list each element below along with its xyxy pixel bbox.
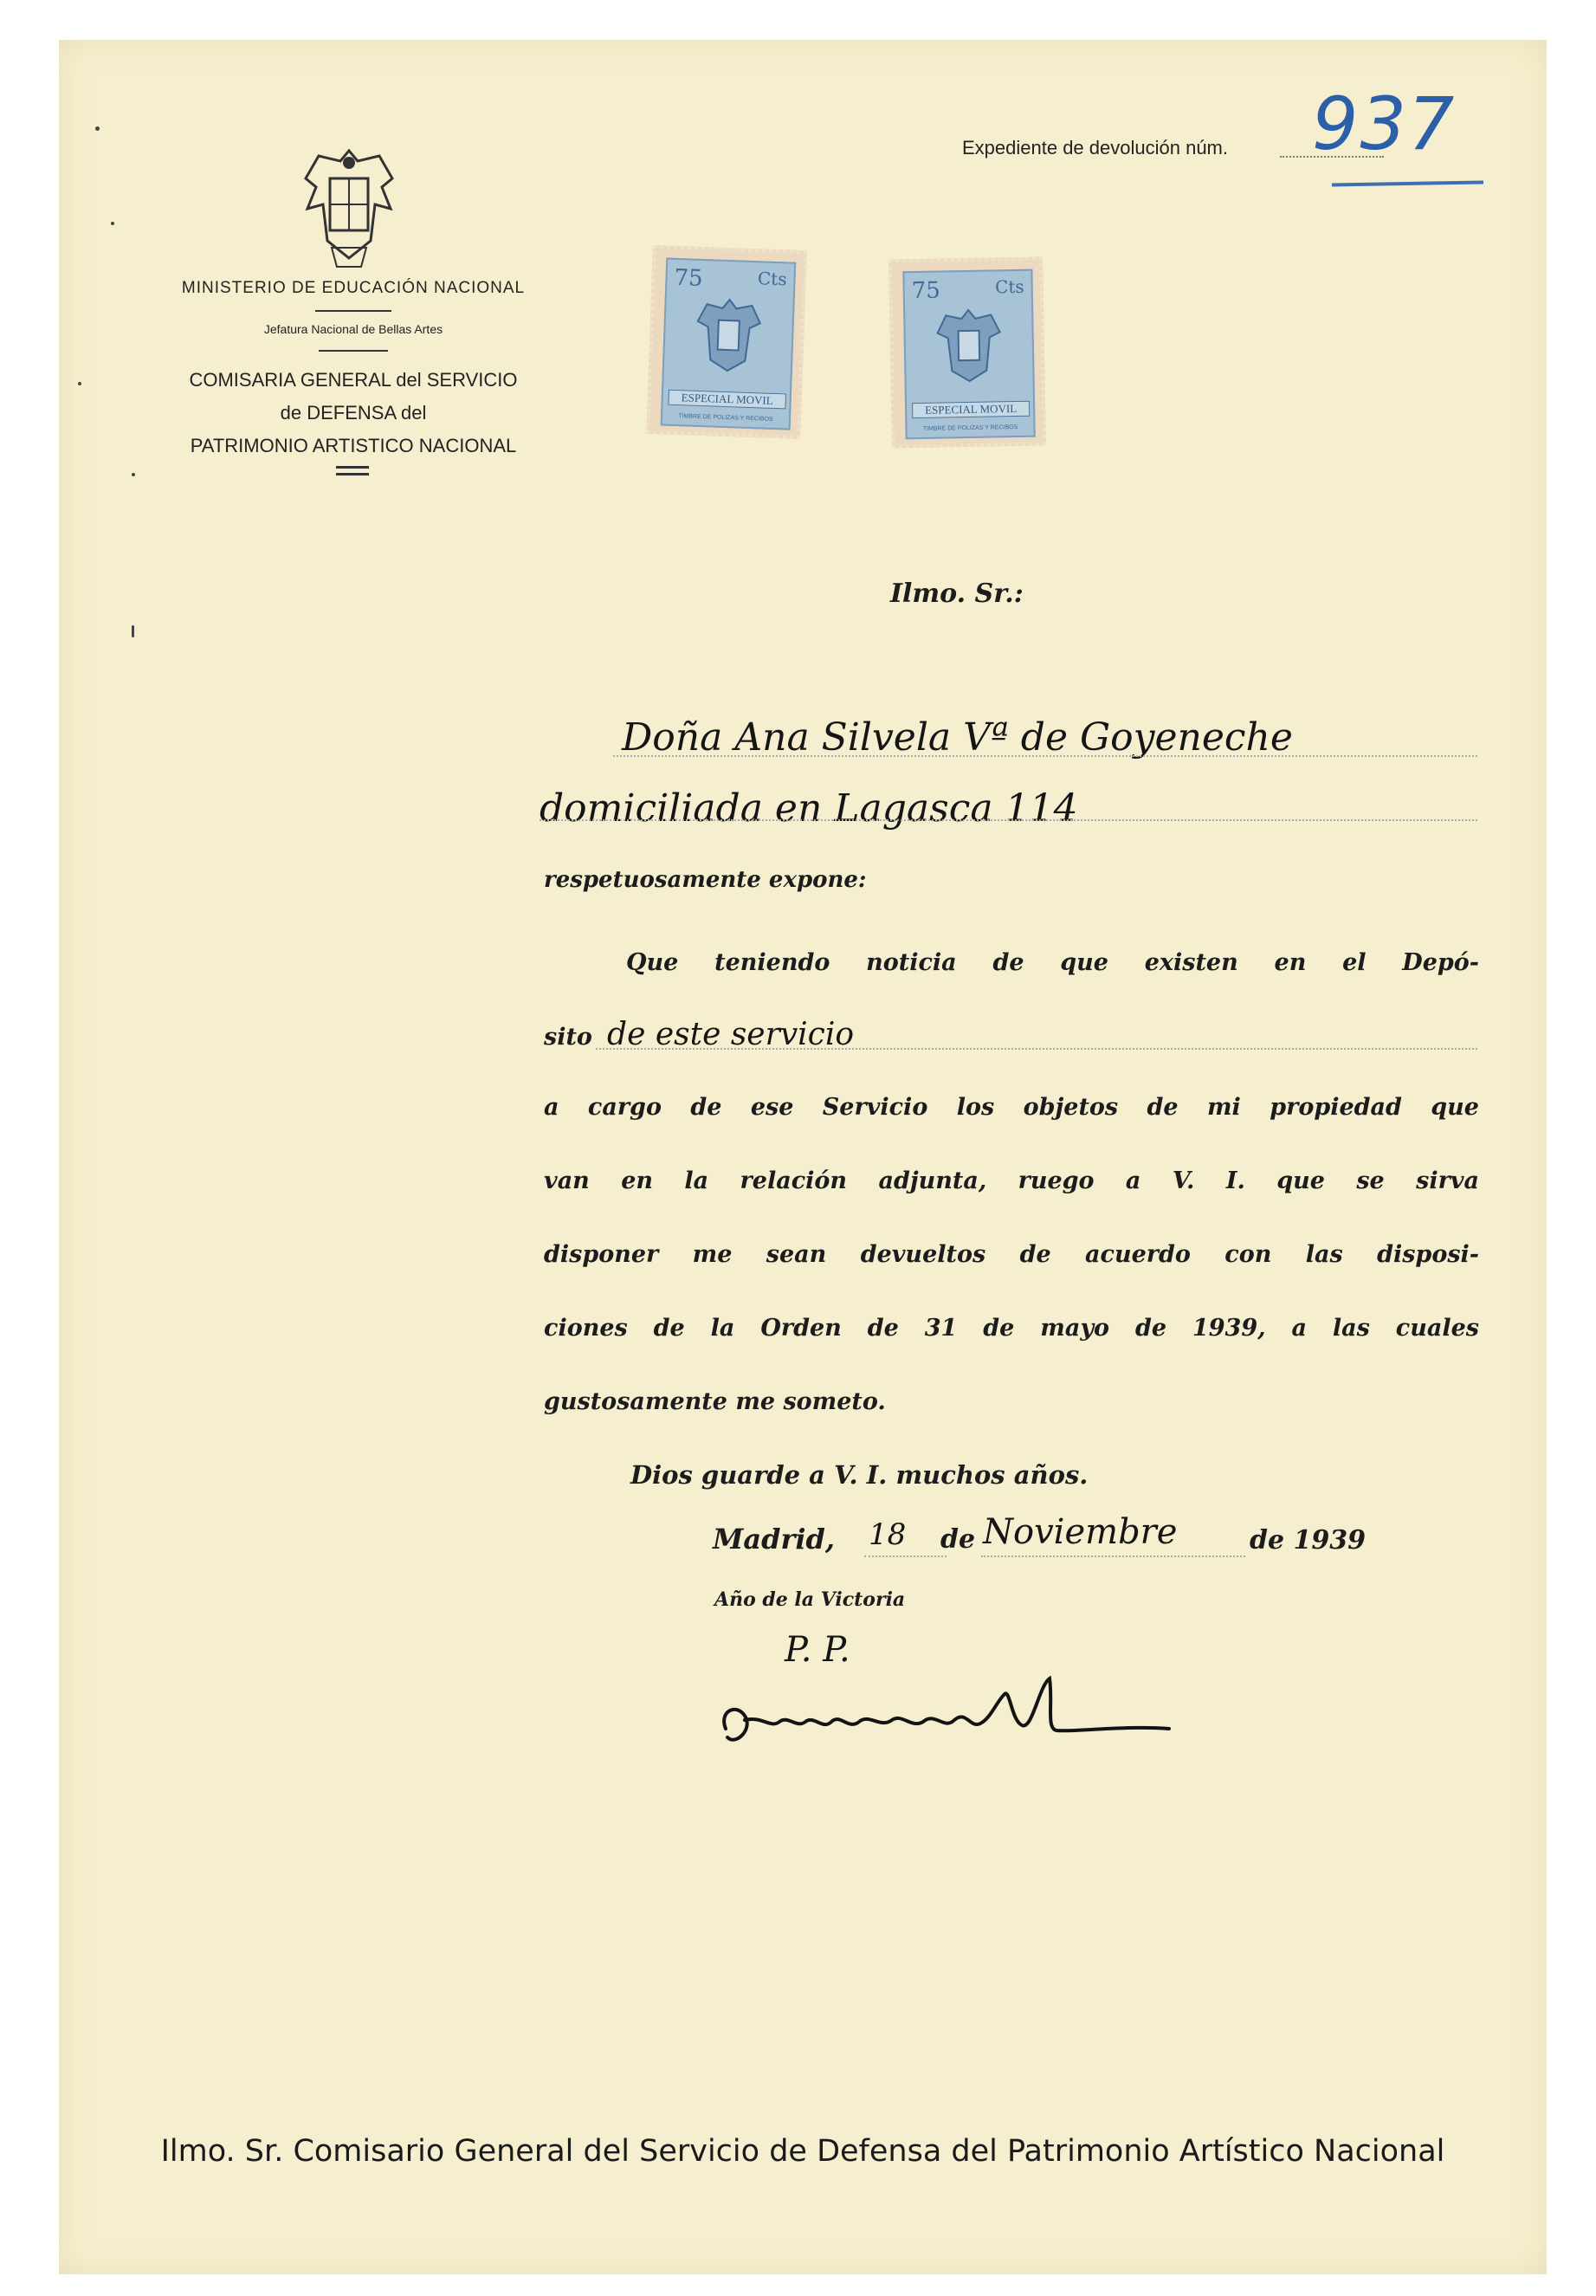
stamp-face (661, 258, 797, 430)
salutation: Ilmo. Sr.: (890, 579, 1024, 609)
margin-speck (95, 126, 100, 131)
handwritten-signature (710, 1668, 1195, 1763)
body-expone: respetuosamente expone: (544, 867, 867, 893)
month-dot-line (981, 1555, 1245, 1557)
expediente-label: Expediente de devolución núm. (962, 137, 1228, 158)
body-line-3: a cargo de ese Servicio los objetos de mi propiedad que (544, 1094, 1479, 1121)
per-procurationem: P. P. (785, 1630, 850, 1670)
date-month: Noviembre (983, 1512, 1178, 1552)
letterhead-double-rule (336, 473, 369, 475)
domicile-dot-line (540, 819, 1477, 821)
comisaria-name (128, 364, 578, 462)
body-closing: Dios guarde a V. I. muchos años. (630, 1460, 1089, 1490)
stamp-fine-print: TIMBRE DE POLIZAS Y RECIBOS (922, 424, 1018, 432)
letterhead-double-rule (336, 466, 369, 469)
anio-de-la-victoria: Año de la Victoria (714, 1588, 906, 1611)
expediente-number-underline (1332, 180, 1483, 186)
comisaria-line-2: de DEFENSA del (280, 402, 427, 424)
letterhead-divider (319, 350, 388, 352)
revenue-stamp (888, 256, 1046, 448)
margin-speck (132, 473, 135, 476)
body-line-5: disponer me sean devueltos de acuerdo con las disposi- (544, 1241, 1479, 1268)
body-line-2 (544, 1017, 1479, 1052)
body-line-4: van en la relación adjunta, ruego a V. I. que se sirva (544, 1167, 1479, 1194)
stamp-eagle-icon (934, 306, 1005, 385)
stamp-label: ESPECIAL MOVIL (912, 401, 1030, 418)
stamp-eagle-icon (693, 295, 765, 376)
letterhead-divider (315, 310, 391, 312)
revenue-stamp (646, 245, 806, 439)
ministry-name: MINISTERIO DE EDUCACIÓN NACIONAL (181, 279, 526, 297)
footer-addressee: Ilmo. Sr. Comisario General del Servicio de Defensa del Patrimonio Artístico Nacional (160, 2134, 1445, 2169)
margin-speck (111, 222, 114, 225)
margin-speck (78, 382, 81, 385)
petitioner-domicile: domiciliada en Lagasca 114 (540, 786, 1078, 831)
date-day: 18 (869, 1517, 907, 1552)
stamp-unit: Cts (994, 275, 1024, 298)
date-year: de 1939 (1250, 1525, 1367, 1555)
body-line-7: gustosamente me someto. (544, 1388, 886, 1415)
name-dot-line (613, 755, 1477, 757)
stamp-unit: Cts (757, 268, 787, 290)
stamp-face (902, 269, 1035, 440)
date-city: Madrid, (713, 1523, 836, 1555)
body-line-2-prefix: sito (544, 1024, 592, 1051)
margin-speck (132, 625, 134, 637)
day-dot-line (864, 1555, 947, 1557)
body-line-6: ciones de la Orden de 31 de mayo de 1939, a las cuales (544, 1315, 1479, 1342)
comisaria-line-1: COMISARIA GENERAL del SERVICIO (189, 369, 518, 391)
petitioner-name: Doña Ana Silvela Vª de Goyeneche (622, 715, 1293, 760)
document-page (59, 40, 1547, 2274)
comisaria-line-3: PATRIMONIO ARTISTICO NACIONAL (190, 435, 517, 456)
stamp-value: 75 (911, 277, 941, 305)
line-2-dot-line (596, 1048, 1477, 1050)
stamp-value: 75 (674, 264, 704, 292)
jefatura-name: Jefatura Nacional de Bellas Artes (263, 322, 443, 336)
expediente-number: 937 (1312, 81, 1457, 166)
stamp-label: ESPECIAL MOVIL (668, 390, 786, 410)
body-line-2-handwritten: de este servicio (607, 1017, 855, 1052)
coat-of-arms-emblem (297, 144, 401, 274)
stamp-fine-print: TIMBRE DE POLIZAS Y RECIBOS (678, 413, 773, 423)
date-de: de (940, 1524, 976, 1555)
body-line-1: Que teniendo noticia de que existen en el Depó- (626, 949, 1479, 976)
